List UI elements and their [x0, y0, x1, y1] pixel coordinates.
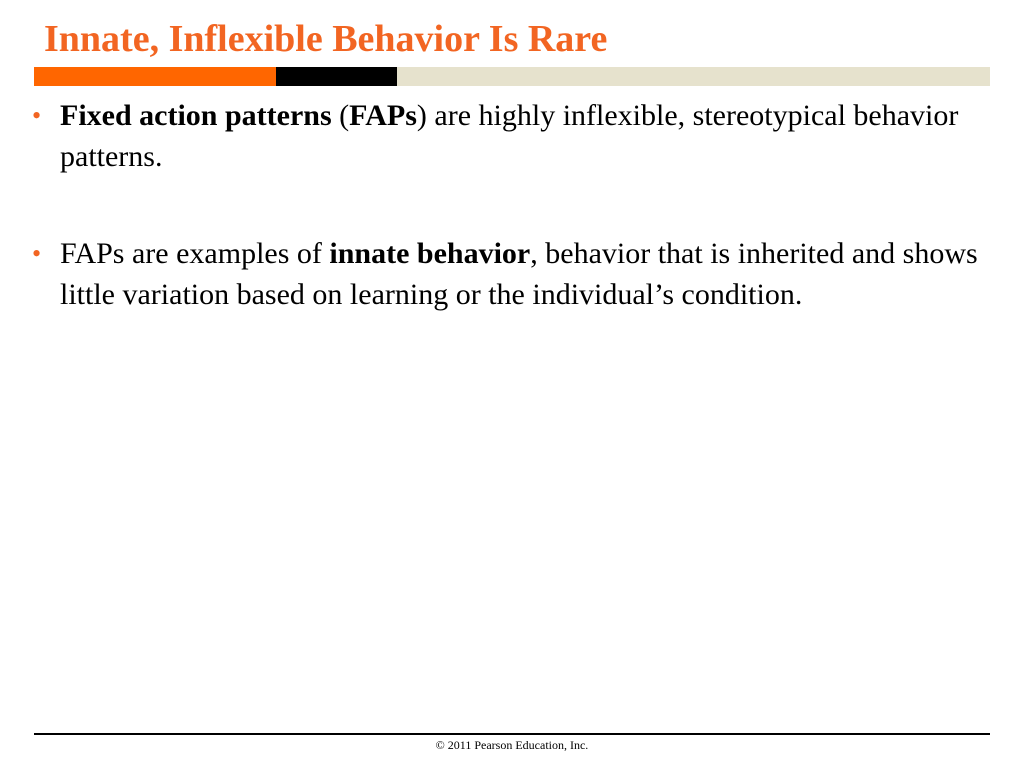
accent-bar-beige-segment [397, 67, 990, 86]
bullet-text-run: FAPs [349, 99, 417, 132]
bullet-dot-icon: • [32, 239, 42, 268]
bullet-item [30, 234, 980, 315]
bullet-text-run: Fixed action patterns [60, 99, 332, 132]
title-accent-bar [34, 67, 990, 86]
bullet-text-run: FAPs are examples of [60, 237, 330, 270]
slide-title: Innate, Inflexible Behavior Is Rare [44, 18, 608, 60]
bullet-dot-icon: • [32, 101, 42, 130]
footer-divider [34, 733, 990, 735]
bullet-item [30, 96, 980, 177]
bullet-list [30, 96, 980, 315]
accent-bar-orange-segment [34, 67, 276, 86]
bullet-text-run: , behavior that is inherited and shows little variation based on learning or the individual’s condition. [60, 237, 978, 311]
copyright-footer: © 2011 Pearson Education, Inc. [435, 738, 589, 752]
bullet-text-run: ) are highly inflexible, stereotypical behavior patterns. [60, 99, 959, 173]
bullet-text-run: innate behavior [329, 237, 531, 270]
bullet-text-run: ( [331, 99, 350, 132]
accent-bar-black-segment [276, 67, 397, 86]
